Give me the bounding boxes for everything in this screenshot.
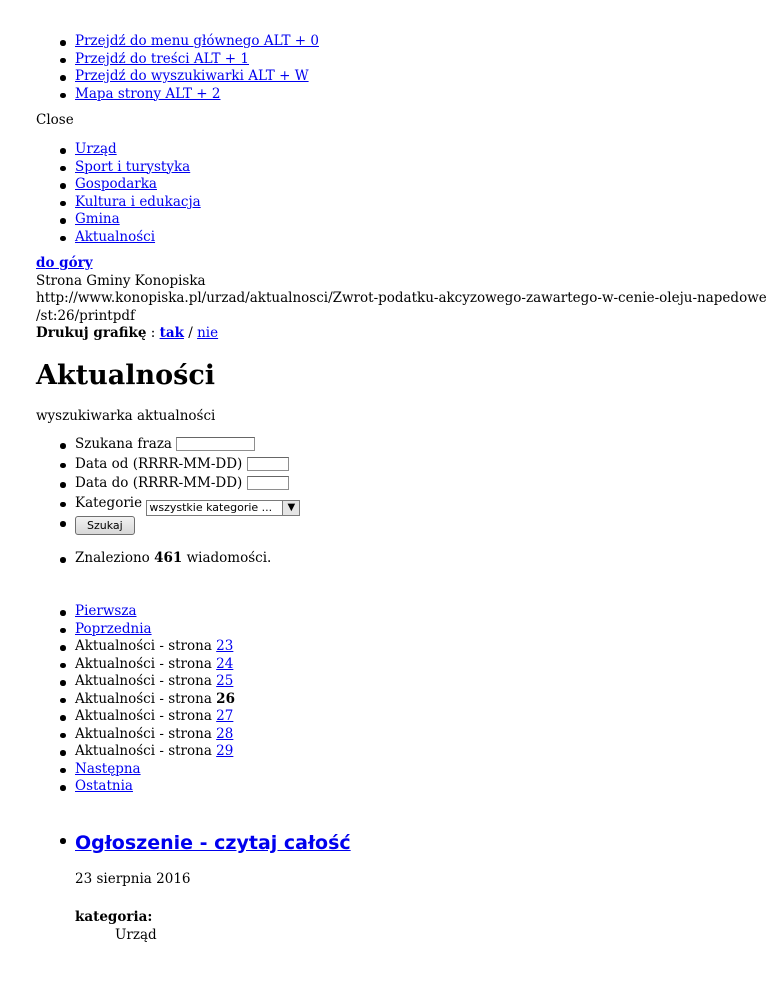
skip-link-main-menu[interactable]: Przejdź do menu głównego ALT + 0 bbox=[75, 33, 319, 49]
list-item bbox=[75, 436, 768, 456]
previous-page-link[interactable]: Poprzednia bbox=[75, 620, 152, 637]
print-label: Drukuj grafikę bbox=[36, 325, 147, 341]
search-form bbox=[0, 436, 768, 536]
list-item bbox=[75, 778, 768, 796]
page-prefix: Aktualności - strona bbox=[75, 673, 217, 689]
next-page-link[interactable]: Następna bbox=[75, 760, 141, 777]
print-header bbox=[36, 255, 767, 343]
chevron-down-icon[interactable]: ▼ bbox=[282, 501, 299, 515]
close-label[interactable]: Close bbox=[36, 112, 74, 128]
current-page: 26 bbox=[216, 690, 235, 707]
site-name: Strona Gminy Konopiska bbox=[36, 272, 206, 289]
page-prefix: Aktualności - strona bbox=[75, 655, 217, 672]
list-item bbox=[75, 229, 768, 247]
article-category-value: Urząd bbox=[115, 927, 157, 943]
menu-item-sport[interactable]: Sport i turystyka bbox=[75, 158, 191, 175]
last-page-link[interactable]: Ostatnia bbox=[75, 778, 133, 794]
article-list bbox=[0, 831, 768, 855]
list-item bbox=[75, 51, 768, 69]
list-item bbox=[75, 141, 768, 159]
menu-item-gospodarka[interactable]: Gospodarka bbox=[75, 176, 157, 192]
page-prefix: Aktualności - strona bbox=[75, 725, 217, 742]
list-item bbox=[75, 495, 768, 515]
page-link-28[interactable]: 28 bbox=[216, 725, 234, 742]
main-menu bbox=[0, 141, 768, 246]
first-page-link[interactable]: Pierwsza bbox=[75, 603, 137, 619]
menu-item-aktualnosci[interactable]: Aktualności bbox=[75, 228, 156, 245]
page-title: Aktualności bbox=[36, 360, 216, 391]
menu-item-gmina[interactable]: Gmina bbox=[75, 211, 120, 227]
separator: / bbox=[183, 325, 198, 341]
search-heading: wyszukiwarka aktualności bbox=[36, 408, 216, 424]
list-item bbox=[75, 603, 768, 621]
page-prefix: Aktualności - strona bbox=[75, 638, 217, 654]
search-phrase-input[interactable] bbox=[176, 437, 255, 451]
phrase-label: Szukana fraza bbox=[75, 436, 172, 452]
results-suffix: wiadomości. bbox=[182, 550, 272, 566]
list-item bbox=[75, 656, 768, 674]
back-to-top-link[interactable]: do góry bbox=[36, 255, 93, 271]
page-link-29[interactable]: 29 bbox=[216, 743, 234, 759]
skip-link-sitemap[interactable]: Mapa strony ALT + 2 bbox=[75, 85, 221, 102]
page-link-27[interactable]: 27 bbox=[216, 708, 234, 724]
list-item bbox=[75, 550, 768, 568]
results-prefix: Znaleziono bbox=[75, 550, 155, 566]
page-prefix: Aktualności - strona bbox=[75, 690, 217, 707]
separator: : bbox=[146, 325, 160, 341]
page-prefix: Aktualności - strona bbox=[75, 708, 217, 724]
print-yes-link[interactable]: tak bbox=[159, 325, 184, 341]
list-item bbox=[75, 691, 768, 709]
page-url-cont: /st:26/printpdf bbox=[36, 307, 135, 324]
results-count: 461 bbox=[154, 550, 183, 566]
list-item bbox=[75, 86, 768, 104]
skip-link-content[interactable]: Przejdź do treści ALT + 1 bbox=[75, 50, 249, 67]
list-item bbox=[75, 621, 768, 639]
date-to-label: Data do (RRRR-MM-DD) bbox=[75, 475, 243, 491]
page-link-24[interactable]: 24 bbox=[216, 655, 234, 672]
print-graphics-option bbox=[36, 325, 756, 343]
skip-links bbox=[0, 33, 768, 103]
list-item bbox=[75, 176, 768, 194]
search-button[interactable]: Szukaj bbox=[75, 516, 135, 535]
date-from-input[interactable] bbox=[247, 457, 289, 471]
article-date: 23 sierpnia 2016 bbox=[75, 871, 191, 887]
date-to-input[interactable] bbox=[247, 476, 289, 490]
list-item bbox=[75, 456, 768, 476]
list-item bbox=[75, 159, 768, 177]
page-link-25[interactable]: 25 bbox=[216, 673, 234, 689]
list-item bbox=[75, 211, 768, 229]
list-item bbox=[75, 475, 768, 495]
article-category-label: kategoria: bbox=[75, 909, 153, 925]
pagination bbox=[0, 603, 768, 796]
article-title-link[interactable]: Ogłoszenie - czytaj całość bbox=[75, 832, 351, 854]
list-item bbox=[75, 194, 768, 212]
article-item bbox=[75, 831, 768, 855]
list-item bbox=[75, 743, 768, 761]
menu-item-kultura[interactable]: Kultura i edukacja bbox=[75, 193, 201, 210]
page-prefix: Aktualności - strona bbox=[75, 743, 217, 759]
skip-link-search[interactable]: Przejdź do wyszukiwarki ALT + W bbox=[75, 68, 309, 84]
list-item bbox=[75, 761, 768, 779]
page-url: http://www.konopiska.pl/urzad/aktualnosci/Zwrot-podatku-akcyzowego-zawartego-w-cenie-oleju-napedowe bbox=[36, 290, 767, 306]
category-selected-value: wszystkie kategorie ... bbox=[149, 500, 273, 514]
category-label: Kategorie bbox=[75, 494, 143, 511]
results-summary bbox=[0, 550, 768, 568]
print-no-link[interactable]: nie bbox=[197, 325, 219, 341]
menu-item-urzad[interactable]: Urząd bbox=[75, 141, 117, 157]
list-item bbox=[75, 708, 768, 726]
page-link-23[interactable]: 23 bbox=[216, 638, 234, 654]
list-item bbox=[75, 673, 768, 691]
list-item bbox=[75, 638, 768, 656]
list-item bbox=[75, 68, 768, 86]
list-item bbox=[75, 726, 768, 744]
list-item bbox=[75, 33, 768, 51]
date-from-label: Data od (RRRR-MM-DD) bbox=[75, 455, 243, 472]
list-item bbox=[75, 514, 768, 536]
